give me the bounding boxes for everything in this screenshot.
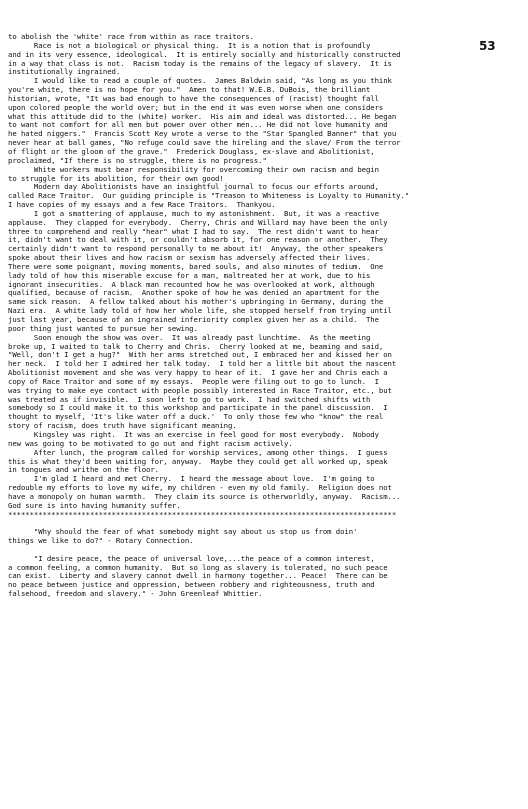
text-line: to abolish the 'white' race from within as race traitors.: [8, 33, 254, 41]
text-line: same sick reason. A fellow talked about his mother's upbringing in Germany, during the: [8, 298, 384, 307]
document-body: [8, 33, 516, 599]
text-line: what this attitude did to the (white) worker. His aim and ideal was distorted... He began: [8, 112, 397, 121]
text-line: in tongues and writhe on the floor.: [8, 466, 159, 475]
text-line: Soon enough the show was over. It was already past lunchtime. As the meeting: [8, 333, 371, 342]
text-line: "I desire peace, the peace of universal love,...the peace of a common interest,: [8, 554, 375, 563]
text-line: God sure is into having humanity suffer.: [8, 501, 181, 510]
text-line: he hated niggers." Francis Scott Key wrote a verse to the "Star Spangled Banner" that you: [8, 130, 397, 139]
text-line: Modern day Abolitionists have an insightful journal to focus our efforts around,: [8, 183, 379, 192]
text-line: just last year, because of an ingrained inferiority complex given her as a child. The: [8, 316, 379, 324]
text-line: have a monopoly on human warmth. They claim its source is otherworldly, anyway. Racism...: [8, 492, 401, 501]
text-line: copy of Race Traitor and some of my essays. People were filing out to go to lunch. I: [8, 377, 379, 386]
text-line: institutionally ingrained.: [8, 68, 121, 77]
text-line: spoke about their lives and how racism or sexism has adversely affected their lives.: [8, 254, 371, 263]
text-line: can exist. Liberty and slavery cannot dwell in harmony together... Peace! There can be: [8, 572, 388, 581]
text-line: poor thing just wanted to pursue her sewing.: [8, 324, 198, 333]
text-line: called Race Traitor. Our guiding principle is "Treason to Whiteness is Loyalty to Humanity.": [8, 192, 410, 201]
text-line: new was going to be motivated to go out and fight racism actively.: [8, 439, 293, 448]
text-line: thought to myself, 'It's like water off a duck.' To only those few who "know" the real: [8, 413, 384, 422]
text-line: falsehood, freedom and slavery." - John Greenleaf Whittier.: [8, 590, 263, 599]
text-line: her neck. I told her I admired her talk today. I told her a little bit about the nascent: [8, 360, 397, 369]
text-line: I'm glad I heard and met Cherry. I heard the message about love. I'm going to: [8, 475, 375, 484]
text-line: in a way that class is not. Racism today is the remains of the legacy of slavery. It is: [8, 59, 392, 68]
text-line: "Why should the fear of what somebody might say about us stop us from doin': [8, 528, 358, 537]
text-line: Kingsley was right. It was an exercise in feel good for most everybody. Nobody: [8, 430, 379, 439]
text-line: [8, 546, 516, 555]
text-line: was trying to make eye contact with people possibly interested in Race Traitor, etc., but: [8, 386, 392, 395]
text-line: of flight or the gloom of the grave." Frederick Douglass, ex-slave and Abolitionist,: [8, 147, 375, 156]
text-line: to struggle for its abolition, for their own good!: [8, 174, 224, 183]
text-line: White workers must bear responsibility for overcoming their own racism and begin: [8, 165, 379, 174]
text-line: Abolitionist movement and she was very happy to hear of it. I gave her and Chris each a: [8, 369, 388, 378]
text-line: I would like to read a couple of quotes. James Baldwin said, "As long as you think: [8, 77, 392, 86]
text-line: three to comprehend and really "hear" what I had to say. The rest didn't want to hear: [8, 227, 379, 236]
text-line: a common feeling, a common humanity. But so long as slavery is tolerated, no such peace: [8, 563, 388, 572]
text-line: ******************************************************************************************: [8, 510, 397, 519]
text-line: Nazi era. A white lady told of how her whole life, she stopped herself from trying until: [8, 307, 392, 316]
text-line: qualified, because of racism. Another spoke of how he was denied an apartment for the: [8, 289, 379, 298]
text-line: applause. They clapped for everybody. Cherry, Chris and Willard may have been the only: [8, 218, 388, 227]
text-line: There were some poignant, moving moments, bared souls, and also minutes of tedium. One: [8, 262, 384, 271]
text-line: no peace between justice and oppression, between robbery and righteousness, truth and: [8, 581, 375, 590]
text-line: upon colored people the world over; but in the end it was even worse when one considers: [8, 103, 384, 112]
text-line: things we like to do?" - Rotary Connection.: [8, 537, 194, 546]
text-line: [8, 519, 516, 528]
text-line: broke up, I waited to talk to Cherry and Chris. Cherry looked at me, beaming and said,: [8, 342, 384, 351]
text-line: you're white, there is no hope for you." Amen to that! W.E.B. DuBois, the brilliant: [8, 86, 371, 95]
text-line: redouble my efforts to love my wife, my children - even my old family. Religion does not: [8, 484, 392, 493]
text-line: somebody so I could make it to this workshop and participate in the panel discussion. I: [8, 404, 388, 413]
text-line: certainly didn't want to respond personally to me about it! Anyway, the other speakers: [8, 245, 384, 254]
text-line: historian, wrote, "It was bad enough to have the consequences of (racist) thought fall: [8, 94, 379, 103]
text-line: and in its very essence, ideological. It is entirely socially and historically constructed: [8, 50, 401, 59]
text-line: I have copies of my essays and a few Race Traitors. Thankyou.: [8, 201, 276, 210]
text-line: story of racism, does truth have significant meaning.: [8, 422, 237, 431]
text-line: I got a smattering of applause, much to my astonishment. But, it was a reactive: [8, 209, 379, 218]
text-line: was treated as if invisible. I soon left to go to work. I had switched shifts with: [8, 395, 371, 404]
text-line: to want not comfort for all men but power over other men... He did not love humanity and: [8, 121, 388, 130]
text-line: After lunch, the program called for worship services, among other things. I guess: [8, 448, 388, 457]
text-line: never hear at ball games, "No refuge could save the hireling and the slave/ From the terror: [8, 139, 401, 148]
text-line: this is what they'd been waiting for, anyway. Maybe they could get all worked up, speak: [8, 457, 388, 466]
text-line: Race is not a biological or physical thing. It is a notion that is profoundly: [8, 41, 371, 50]
text-line: it, didn't want to deal with it, or couldn't absorb it, for one reason or another. They: [8, 236, 388, 245]
page-number: 53: [479, 39, 496, 53]
text-line: lady told of how this miserable excuse for a man, maltreated her at work, due to his: [8, 271, 371, 280]
text-line: ignorant insecurities. A black man recounted how he was overlooked at work, although: [8, 280, 375, 289]
text-line: "Well, don't I get a hug?" With her arms stretched out, I embraced her and kissed her on: [8, 351, 392, 360]
text-line: proclaimed, "If there is no struggle, there is no progress.": [8, 156, 267, 165]
